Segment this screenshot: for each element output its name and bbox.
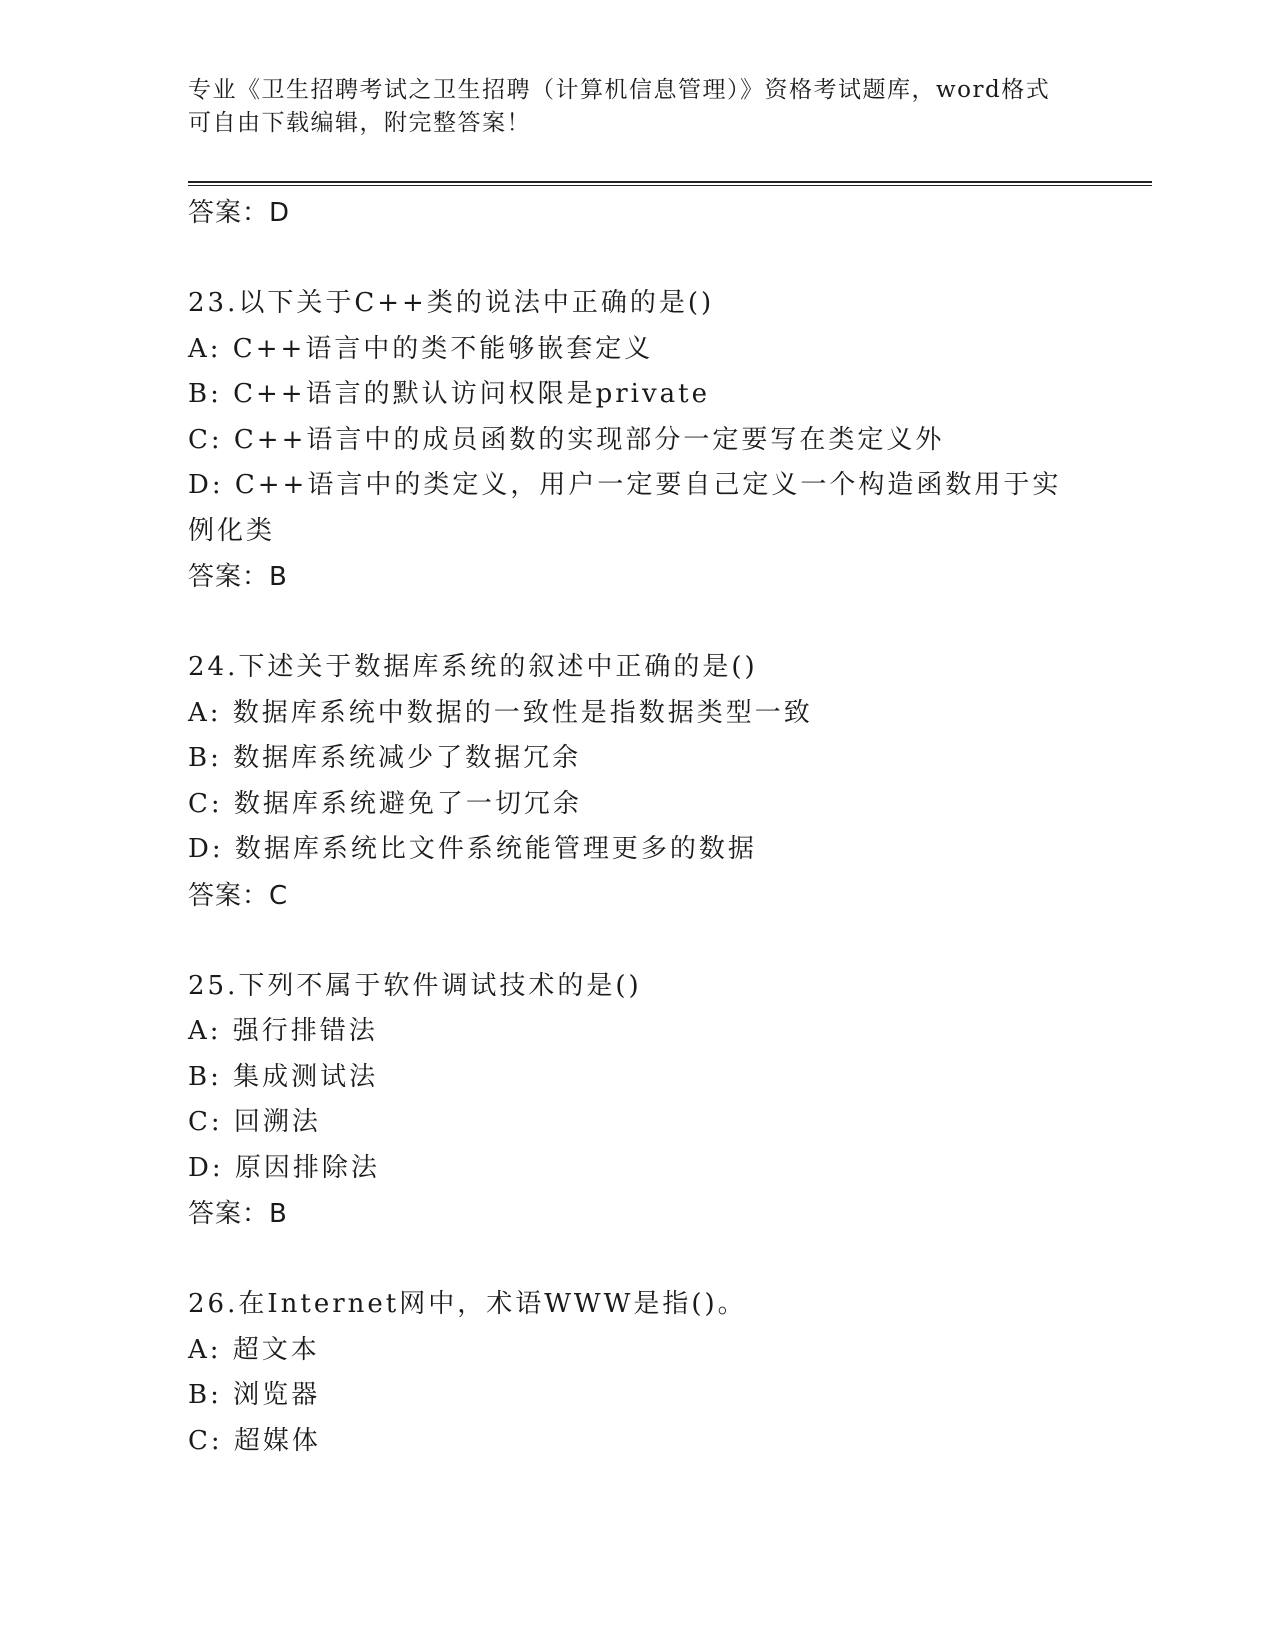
answer-line: 答案：B — [188, 1199, 288, 1229]
answer-line: 答案：D — [188, 198, 291, 228]
question-26 — [188, 1282, 1068, 1464]
option-a: A: 数据库系统中数据的一致性是指数据类型一致 — [188, 697, 813, 728]
header-line-1: 专业《卫生招聘考试之卫生招聘（计算机信息管理）》资格考试题库，word格式 — [188, 77, 1051, 103]
question-stem: 25.下列不属于软件调试技术的是() — [188, 970, 642, 1001]
option-c: C: 超媒体 — [188, 1425, 321, 1456]
question-stem: 26.在Internet网中，术语WWW是指()。 — [188, 1289, 747, 1319]
option-b: B: C++语言的默认访问权限是private — [188, 379, 711, 409]
header-line-2: 可自由下载编辑，附完整答案！ — [188, 110, 531, 136]
question-23 — [188, 281, 1068, 600]
option-c: C: 回溯法 — [188, 1107, 321, 1137]
option-b: B: 集成测试法 — [188, 1061, 379, 1092]
header-divider — [188, 181, 1152, 186]
option-c: C: 数据库系统避免了一切冗余 — [188, 788, 582, 819]
answer-line: 答案：B — [188, 562, 288, 592]
option-a: A: C++语言中的类不能够嵌套定义 — [188, 333, 654, 364]
option-d: D: C++语言中的类定义，用户一定要自己定义一个构造函数用于实例化类 — [188, 470, 1062, 546]
option-d: D: 数据库系统比文件系统能管理更多的数据 — [188, 834, 757, 864]
answer-line: 答案：C — [188, 880, 289, 911]
question-list — [188, 190, 1068, 1464]
option-b: B: 浏览器 — [188, 1380, 321, 1410]
question-stem: 24.下述关于数据库系统的叙述中正确的是() — [188, 652, 758, 682]
question-24 — [188, 645, 1068, 919]
option-d: D: 原因排除法 — [188, 1152, 380, 1183]
document-header — [188, 74, 1068, 140]
option-b: B: 数据库系统减少了数据冗余 — [188, 743, 582, 773]
option-a: A: 超文本 — [188, 1334, 320, 1365]
question-25 — [188, 964, 1068, 1238]
question-stem: 23.以下关于C++类的说法中正确的是() — [188, 288, 715, 318]
option-c: C: C++语言中的成员函数的实现部分一定要写在类定义外 — [188, 424, 945, 455]
option-a: A: 强行排错法 — [188, 1016, 378, 1046]
